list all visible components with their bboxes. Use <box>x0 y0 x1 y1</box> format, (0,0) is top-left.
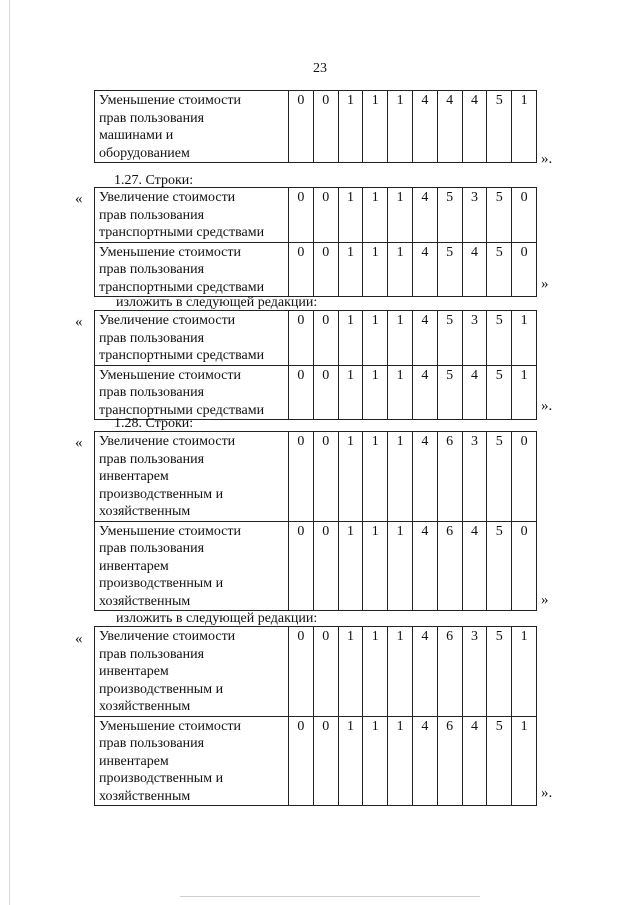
code-row <box>95 311 537 366</box>
code-digit-cell: 0 <box>289 365 314 420</box>
code-digit-cell: 1 <box>388 311 413 366</box>
code-digit-cell: 0 <box>289 188 314 243</box>
code-digit-cell: 1 <box>363 716 388 806</box>
code-table-block-b4 <box>94 626 537 806</box>
row-label-line: прав пользования <box>99 385 205 400</box>
row-label-cell <box>95 627 289 717</box>
code-digit-cell: 5 <box>437 188 462 243</box>
row-label-line: производственным и <box>99 576 224 591</box>
code-digit-cell: 1 <box>338 242 363 297</box>
code-digit-cell: 0 <box>289 242 314 297</box>
code-digit-cell: 3 <box>462 627 487 717</box>
code-digit-cell: 1 <box>512 91 537 163</box>
row-label-line: транспортными средствами <box>99 279 265 295</box>
code-digit-cell: 4 <box>462 716 487 806</box>
code-digit-cell: 3 <box>462 188 487 243</box>
code-digit-cell: 4 <box>462 242 487 297</box>
row-label-line: инвентарем <box>99 469 169 484</box>
code-digit-cell: 0 <box>512 432 537 522</box>
close-quote-block-b4: ». <box>541 785 553 801</box>
code-digit-cell: 4 <box>412 365 437 420</box>
code-digit-cell: 1 <box>388 242 413 297</box>
row-label-cell <box>95 432 289 522</box>
code-row <box>95 716 537 806</box>
row-label-line: прав пользования <box>99 262 205 277</box>
code-digit-cell: 4 <box>412 311 437 366</box>
row-label-line: прав пользования <box>99 736 205 751</box>
row-label-line: хозяйственным <box>99 699 191 714</box>
code-digit-cell: 1 <box>388 716 413 806</box>
row-label-line: прав пользования <box>99 207 205 223</box>
row-label-cell <box>95 521 289 611</box>
code-digit-cell: 1 <box>363 432 388 522</box>
open-quote-block-b1: « <box>75 191 83 207</box>
code-digit-cell: 4 <box>462 91 487 163</box>
code-digit-cell: 1 <box>363 365 388 420</box>
code-digit-cell: 0 <box>313 242 338 297</box>
code-digit-cell: 1 <box>388 188 413 243</box>
code-digit-cell: 6 <box>437 432 462 522</box>
row-label-line: прав пользования <box>99 110 205 126</box>
code-digit-cell: 1 <box>512 365 537 420</box>
code-digit-cell: 1 <box>512 716 537 806</box>
edit-instruction-2: изложить в следующей редакции: <box>116 611 318 626</box>
open-quote-block-b2: « <box>75 314 83 330</box>
code-digit-cell: 1 <box>388 521 413 611</box>
row-label-line: Увеличение стоимости <box>99 313 236 328</box>
code-digit-cell: 5 <box>437 311 462 366</box>
code-digit-cell: 5 <box>487 716 512 806</box>
edit-instruction-1: изложить в следующей редакции: <box>116 295 318 310</box>
code-digit-cell: 0 <box>289 521 314 611</box>
code-digit-cell: 6 <box>437 716 462 806</box>
row-label-line: Увеличение стоимости <box>99 629 236 644</box>
code-digit-cell: 1 <box>338 311 363 366</box>
code-digit-cell: 5 <box>487 521 512 611</box>
close-quote-block-b2: ». <box>541 398 553 414</box>
code-digit-cell: 4 <box>462 365 487 420</box>
code-digit-cell: 4 <box>462 521 487 611</box>
open-quote-block-b4: « <box>75 631 83 647</box>
row-label-line: инвентарем <box>99 753 169 769</box>
row-label-cell <box>95 716 289 806</box>
row-label-line: Уменьшение стоимости <box>99 244 241 260</box>
code-digit-cell: 3 <box>462 432 487 522</box>
code-digit-cell: 1 <box>363 188 388 243</box>
code-digit-cell: 6 <box>437 521 462 611</box>
code-digit-cell: 4 <box>412 627 437 717</box>
code-table-block-b1 <box>94 187 537 297</box>
section-heading-1-28: 1.28. Строки: <box>114 416 194 431</box>
code-digit-cell: 0 <box>289 716 314 806</box>
code-digit-cell: 5 <box>487 311 512 366</box>
code-digit-cell: 3 <box>462 311 487 366</box>
code-digit-cell: 5 <box>487 432 512 522</box>
code-digit-cell: 1 <box>388 432 413 522</box>
row-label-line: производственным и <box>99 681 224 697</box>
code-row <box>95 521 537 611</box>
row-label-line: производственным и <box>99 486 224 502</box>
code-digit-cell: 0 <box>289 91 314 163</box>
code-digit-cell: 0 <box>289 432 314 522</box>
code-row <box>95 432 537 522</box>
row-label-line: хозяйственным <box>99 504 191 519</box>
code-digit-cell: 0 <box>313 627 338 717</box>
code-digit-cell: 5 <box>437 242 462 297</box>
row-label-line: транспортными средствами <box>99 348 265 363</box>
section-heading-1-27: 1.27. Строки: <box>114 173 194 188</box>
row-label-line: Уменьшение стоимости <box>99 367 241 383</box>
code-digit-cell: 1 <box>388 627 413 717</box>
close-quote-block-b1: » <box>541 276 549 292</box>
code-digit-cell: 0 <box>313 432 338 522</box>
close-quote-block-cont: ». <box>541 151 553 167</box>
code-digit-cell: 5 <box>487 242 512 297</box>
code-digit-cell: 1 <box>363 91 388 163</box>
row-label-line: прав пользования <box>99 646 205 662</box>
code-digit-cell: 1 <box>363 311 388 366</box>
code-digit-cell: 1 <box>338 627 363 717</box>
code-table-block-b3 <box>94 431 537 611</box>
code-digit-cell: 0 <box>289 311 314 366</box>
code-digit-cell: 1 <box>363 521 388 611</box>
code-digit-cell: 1 <box>338 188 363 243</box>
code-row <box>95 627 537 717</box>
page-number: 23 <box>313 61 327 76</box>
row-label-cell <box>95 365 289 420</box>
code-digit-cell: 5 <box>487 627 512 717</box>
row-label-line: хозяйственным <box>99 593 191 609</box>
row-label-line: инвентарем <box>99 558 169 574</box>
code-digit-cell: 4 <box>412 716 437 806</box>
row-label-line: инвентарем <box>99 664 169 679</box>
code-digit-cell: 0 <box>313 365 338 420</box>
open-quote-block-b3: « <box>75 435 83 451</box>
code-digit-cell: 5 <box>437 365 462 420</box>
code-digit-cell: 0 <box>289 627 314 717</box>
close-quote-block-b3: » <box>541 592 549 608</box>
row-label-cell <box>95 311 289 366</box>
row-label-line: Уменьшение стоимости <box>99 718 241 734</box>
code-digit-cell: 1 <box>338 91 363 163</box>
code-digit-cell: 5 <box>487 188 512 243</box>
code-digit-cell: 5 <box>487 365 512 420</box>
code-digit-cell: 0 <box>512 242 537 297</box>
code-digit-cell: 0 <box>313 521 338 611</box>
row-label-line: прав пользования <box>99 451 205 467</box>
code-digit-cell: 1 <box>338 716 363 806</box>
code-row <box>95 188 537 243</box>
code-digit-cell: 1 <box>388 365 413 420</box>
code-digit-cell: 1 <box>338 432 363 522</box>
code-row <box>95 91 537 163</box>
code-digit-cell: 0 <box>313 188 338 243</box>
row-label-line: хозяйственным <box>99 788 191 804</box>
code-digit-cell: 0 <box>313 716 338 806</box>
row-label-line: Увеличение стоимости <box>99 190 236 205</box>
code-row <box>95 242 537 297</box>
row-label-cell <box>95 188 289 243</box>
code-digit-cell: 0 <box>512 188 537 243</box>
code-digit-cell: 1 <box>512 311 537 366</box>
code-digit-cell: 4 <box>412 432 437 522</box>
row-label-cell <box>95 91 289 163</box>
code-digit-cell: 6 <box>437 627 462 717</box>
code-digit-cell: 0 <box>313 91 338 163</box>
code-digit-cell: 0 <box>512 521 537 611</box>
code-digit-cell: 1 <box>338 521 363 611</box>
row-label-line: оборудованием <box>99 145 190 161</box>
page-edge-bottom <box>180 896 480 897</box>
code-digit-cell: 1 <box>363 627 388 717</box>
row-label-line: транспортными средствами <box>99 225 265 240</box>
code-table-block-b2 <box>94 310 537 420</box>
code-digit-cell: 0 <box>313 311 338 366</box>
page-edge-left <box>9 0 10 905</box>
row-label-line: Увеличение стоимости <box>99 434 236 449</box>
code-digit-cell: 4 <box>412 521 437 611</box>
code-digit-cell: 1 <box>363 242 388 297</box>
code-table-block-cont <box>94 90 537 163</box>
code-digit-cell: 4 <box>412 91 437 163</box>
code-digit-cell: 1 <box>512 627 537 717</box>
code-digit-cell: 1 <box>338 365 363 420</box>
row-label-line: прав пользования <box>99 541 205 556</box>
row-label-line: Уменьшение стоимости <box>99 523 241 539</box>
row-label-line: машинами и <box>99 128 174 143</box>
row-label-line: Уменьшение стоимости <box>99 93 241 108</box>
row-label-line: производственным и <box>99 771 224 786</box>
row-label-cell <box>95 242 289 297</box>
row-label-line: прав пользования <box>99 330 205 346</box>
code-row <box>95 365 537 420</box>
row-label-line: транспортными средствами <box>99 402 265 418</box>
code-digit-cell: 5 <box>487 91 512 163</box>
code-digit-cell: 1 <box>388 91 413 163</box>
code-digit-cell: 4 <box>412 188 437 243</box>
code-digit-cell: 4 <box>412 242 437 297</box>
code-digit-cell: 4 <box>437 91 462 163</box>
